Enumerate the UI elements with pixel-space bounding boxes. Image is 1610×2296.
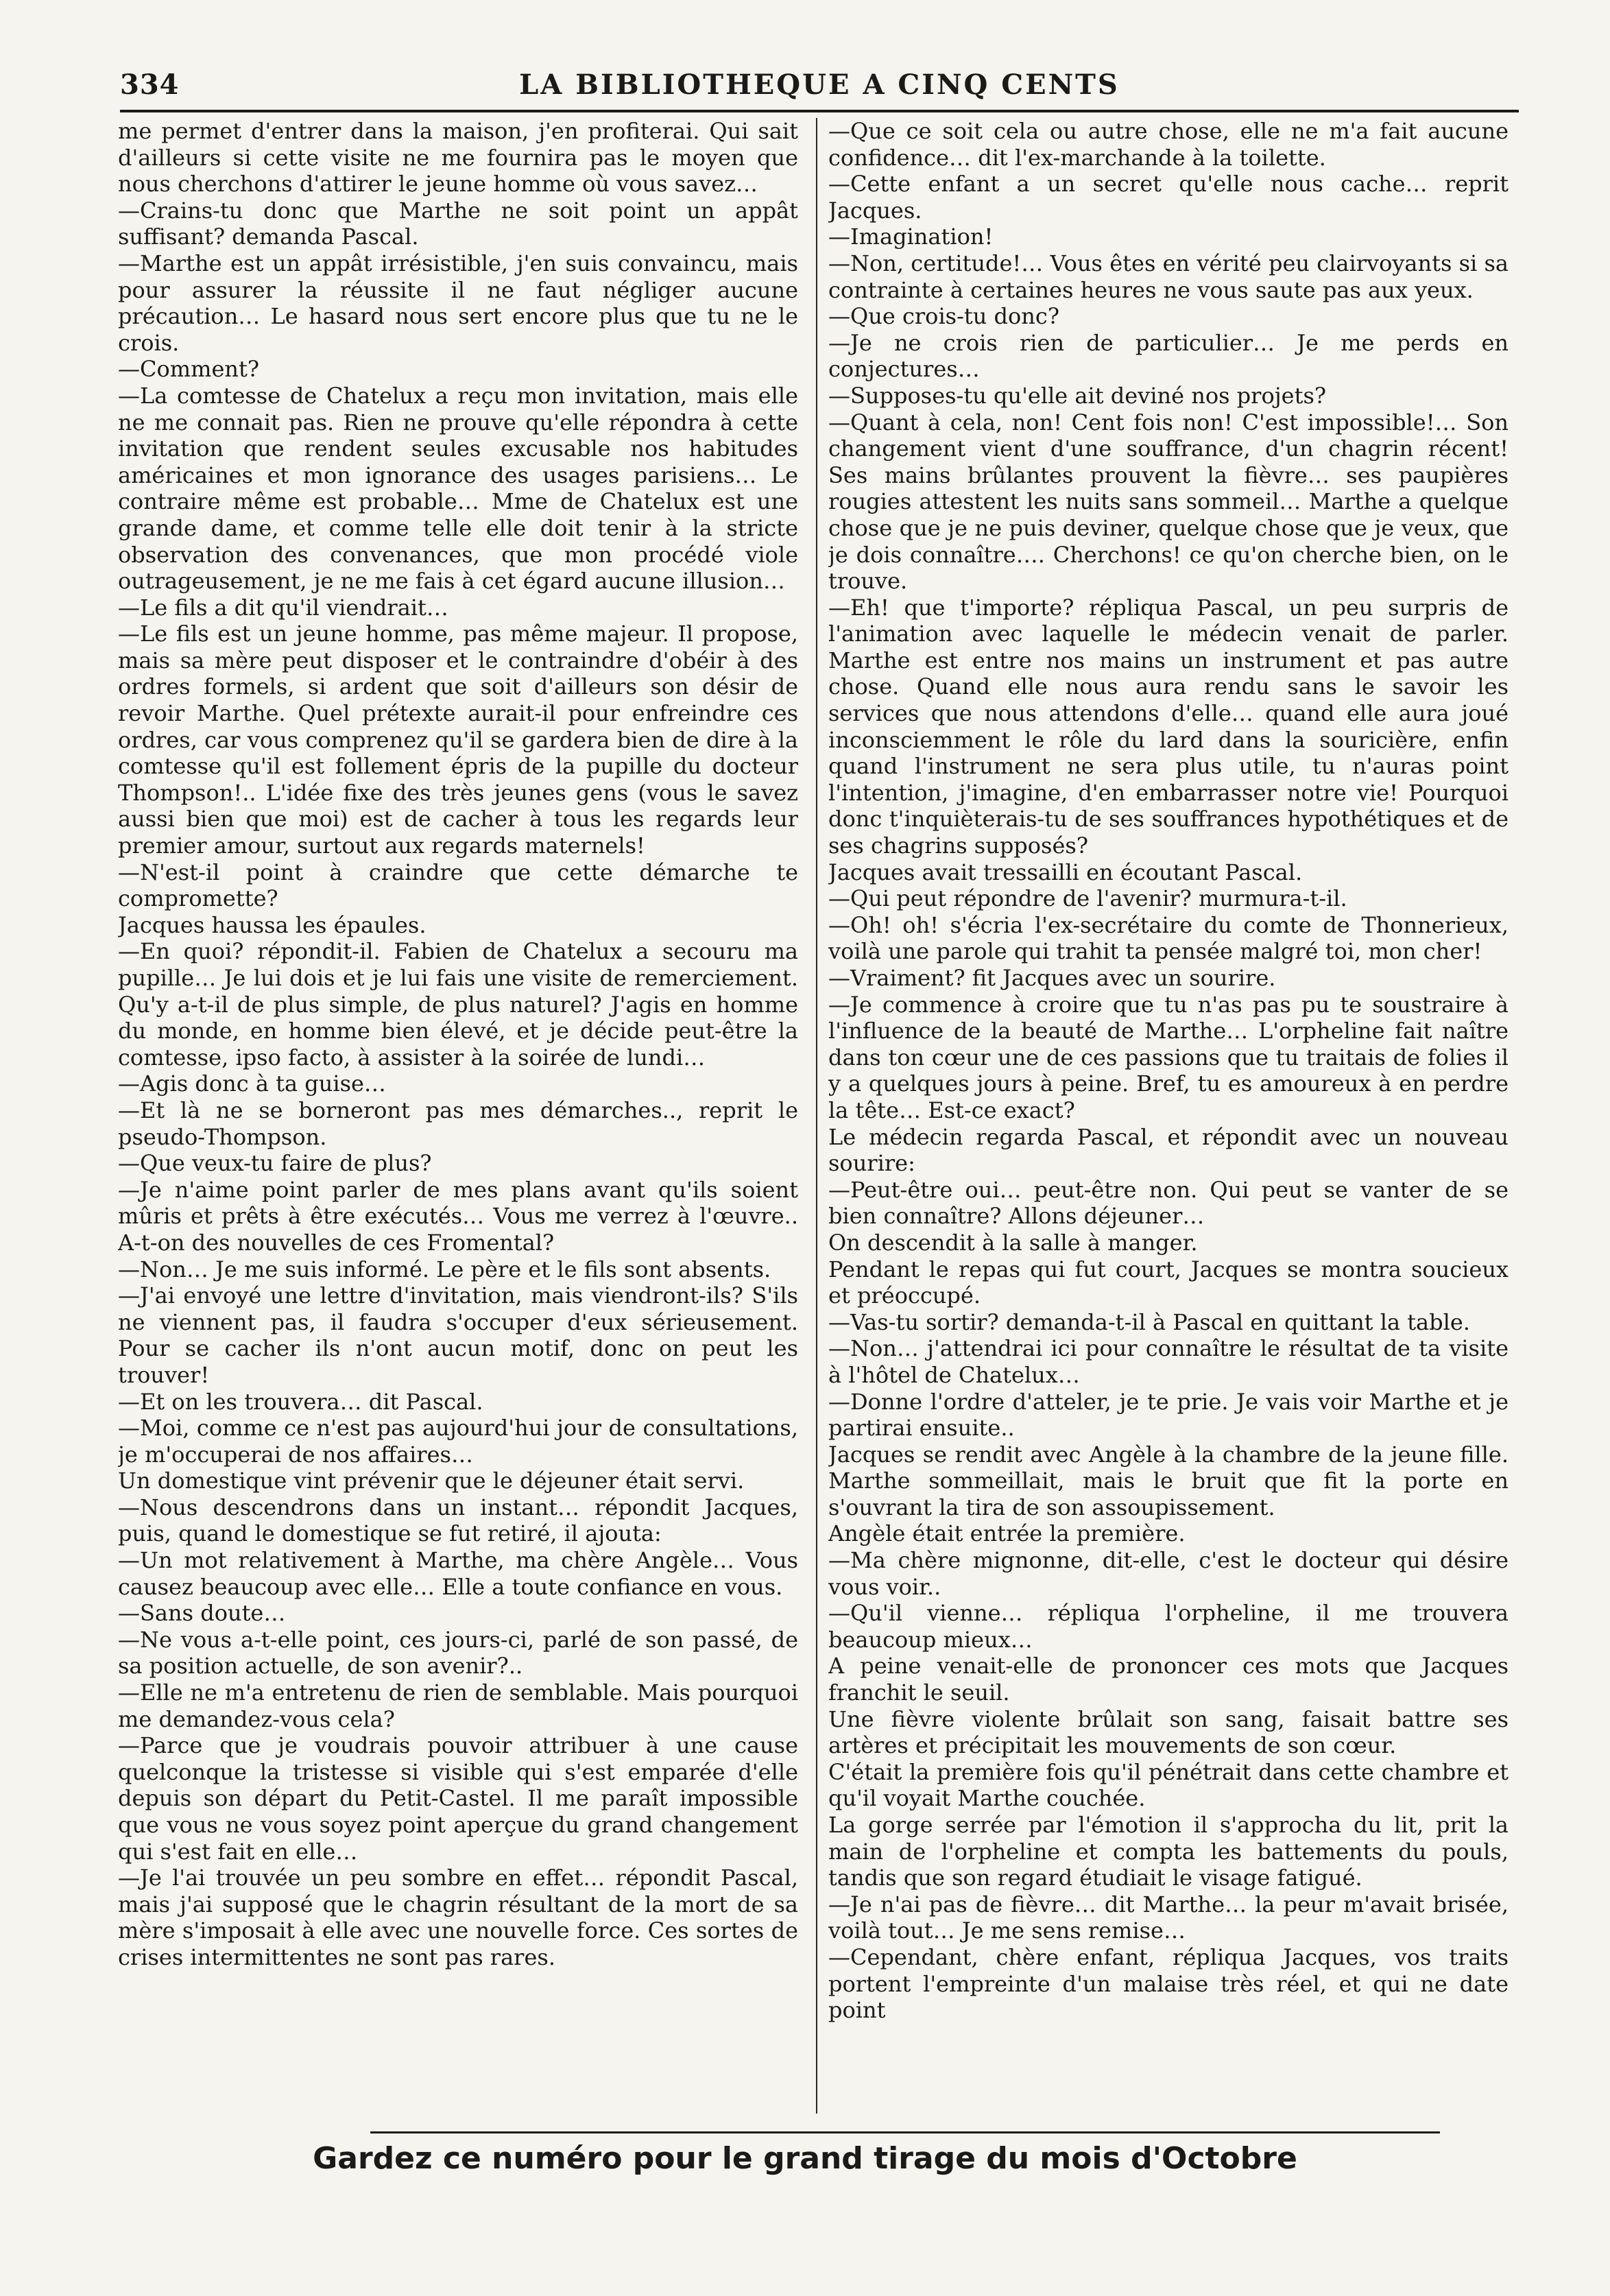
paragraph: —Moi, comme ce n'est pas aujourd'hui jour de consultations, je m'occuperai de nos affaires… <box>118 1415 798 1468</box>
paragraph: —Nous descendrons dans un instant… répondit Jacques, puis, quand le domestique se fut retiré, il ajouta: <box>118 1494 798 1547</box>
header-rule <box>120 110 1519 112</box>
paragraph: —J'ai envoyé une lettre d'invitation, mais viendront-ils? S'ils ne viennent pas, il faudra s'occuper d'eux sérieusement. Pour se cacher ils n'ont aucun motif, donc on peut les trouver! <box>118 1282 798 1388</box>
paragraph: —Parce que je voudrais pouvoir attribuer à une cause quelconque la tristesse si visible qui s'est emparée d'elle depuis son départ du Petit-Castel. Il me paraît impossible que vous ne vous soyez point aperçue du grand changement qui s'est fait en elle… <box>118 1732 798 1865</box>
paragraph: —Non… Je me suis informé. Le père et le fils sont absents. <box>118 1256 771 1282</box>
column-divider <box>816 118 817 2114</box>
paragraph: —Vraiment? fit Jacques avec un sourire. <box>828 965 1276 991</box>
running-title: LA BIBLIOTHEQUE A CINQ CENTS <box>519 69 1120 101</box>
paragraph: me permet d'entrer dans la maison, j'en profiterai. Qui sait d'ailleurs si cette visite ne me fournira pas le moyen que nous cherchons d'attirer le jeune homme où vous savez… <box>118 118 798 198</box>
paragraph: —Je n'aime point parler de mes plans avant qu'ils soient mûris et prêts à être exécutés… Vous me verrez à l'œuvre.. A-t-on des nouvelles de ces Fromental? <box>118 1176 798 1256</box>
paragraph: —Je ne crois rien de particulier… Je me perds en conjectures… <box>828 329 1509 383</box>
paragraph: —Vas-tu sortir? demanda-t-il à Pascal en quittant la table. <box>828 1308 1470 1335</box>
page-header <box>120 69 1519 107</box>
paragraph: —Peut-être oui… peut-être non. Qui peut se vanter de se bien connaître? Allons déjeuner… <box>828 1176 1509 1230</box>
paragraph: —Supposes-tu qu'elle ait deviné nos projets? <box>828 382 1327 409</box>
paragraph: —Qui peut répondre de l'avenir? murmura-t-il. <box>828 885 1347 912</box>
paragraph: —Je commence à croire que tu n'as pas pu te soustraire à l'influence de la beauté de Marthe… L'orpheline fait naître dans ton cœur une de ces passions que tu traitais de folies il y a quelques jours à peine. Bref, tu es amoureux à en perdre la tête… Est-ce exact? <box>828 991 1509 1123</box>
right-column <box>828 118 1509 2114</box>
paragraph: On descendit à la salle à manger. <box>828 1229 1198 1256</box>
paragraph: —Quant à cela, non! Cent fois non! C'est impossible!… Son changement vient d'une souffrance, d'un chagrin récent! Ses mains brûlantes prouvent la fièvre… ses paupières rougies attestent les nuits sans sommeil… Marthe a quelque chose que je ne puis deviner, quelque chose que je veux, que je dois connaître…. Cherchons! ce qu'on cherche bien, on le trouve. <box>828 409 1509 595</box>
paragraph: —Sans doute… <box>118 1600 286 1627</box>
paragraph: —Imagination! <box>828 224 994 250</box>
footer-rule <box>370 2131 1440 2133</box>
paragraph: —Oh! oh! s'écria l'ex-secrétaire du comte de Thonnerieux, voilà une parole qui trahit ta pensée malgré toi, mon cher! <box>828 911 1509 965</box>
paragraph: Jacques se rendit avec Angèle à la chambre de la jeune fille. Marthe sommeillait, mais le bruit que fit la porte en s'ouvrant la tira de son assoupissement. <box>828 1441 1509 1520</box>
paragraph: —Je l'ai trouvée un peu sombre en effet… répondit Pascal, mais j'ai supposé que le chagrin résultant de la mort de sa mère s'imposait à elle avec une nouvelle force. Ces sortes de crises intermittentes ne sont pas rares. <box>118 1865 798 1970</box>
paragraph: —Non, certitude!… Vous êtes en vérité peu clairvoyants si sa contrainte à certaines heures ne vous saute pas aux yeux. <box>828 250 1509 303</box>
paragraph: —Marthe est un appât irrésistible, j'en suis convaincu, mais pour assurer la réussite il ne faut négliger aucune précaution… Le hasard nous sert encore plus que tu ne le crois. <box>118 250 798 356</box>
paragraph: Jacques avait tressailli en écoutant Pascal. <box>828 859 1303 885</box>
footer-notice: Gardez ce numéro pour le grand tirage du mois d'Octobre <box>313 2141 1297 2176</box>
paragraph: —Eh! que t'importe? répliqua Pascal, un peu surpris de l'animation avec laquelle le médecin venait de parler. Marthe est entre nos mains un instrument et pas autre chose. Quand elle nous aura rendu sans le savoir les services que nous attendons d'elle… quand elle aura joué inconsciemment le rôle du lard dans la souricière, enfin quand l'instrument ne sera plus utile, tu n'auras point l'intention, j'imagine, d'en embarrasser notre vie! Pourquoi donc t'inquièterais-tu de ses souffrances hypothétiques et de ses chagrins supposés? <box>828 594 1509 859</box>
paragraph: —Cette enfant a un secret qu'elle nous cache… reprit Jacques. <box>828 171 1509 224</box>
paragraph: Pendant le repas qui fut court, Jacques se montra soucieux et préoccupé. <box>828 1256 1509 1309</box>
paragraph: —Et là ne se borneront pas mes démarches.., reprit le pseudo-Thompson. <box>118 1097 798 1150</box>
page-number: 334 <box>120 69 180 101</box>
paragraph: —Que veux-tu faire de plus? <box>118 1150 432 1177</box>
paragraph: Une fièvre violente brûlait son sang, faisait battre ses artères et précipitait les mouvements de son cœur. <box>828 1706 1509 1759</box>
paragraph: —Comment? <box>118 356 259 383</box>
paragraph: Jacques haussa les épaules. <box>118 911 426 938</box>
paragraph: —En quoi? répondit-il. Fabien de Chatelux a secouru ma pupille… Je lui dois et je lui fais une visite de remerciement. Qu'y a-t-il de plus simple, de plus naturel? J'agis en homme du monde, en homme bien élevé, et je décide peut-être la comtesse, ipso facto, à assister à la soirée de lundi… <box>118 938 798 1071</box>
paragraph: —Que crois-tu donc? <box>828 303 1059 330</box>
paragraph: Un domestique vint prévenir que le déjeuner était servi. <box>118 1468 745 1494</box>
paragraph: La gorge serrée par l'émotion il s'approcha du lit, prit la main de l'orpheline et compta les battements du pouls, tandis que son regard étudiait le visage fatigué. <box>828 1812 1509 1891</box>
paragraph: A peine venait-elle de prononcer ces mots que Jacques franchit le seuil. <box>828 1653 1509 1706</box>
paragraph: —Et on les trouvera… dit Pascal. <box>118 1388 483 1415</box>
paragraph: —Qu'il vienne… répliqua l'orpheline, il me trouvera beaucoup mieux… <box>828 1600 1509 1653</box>
paragraph: —Je n'ai pas de fièvre… dit Marthe… la peur m'avait brisée, voilà tout… Je me sens remise… <box>828 1891 1509 1944</box>
paragraph: —Donne l'ordre d'atteler, je te prie. Je vais voir Marthe et je partirai ensuite.. <box>828 1388 1509 1442</box>
paragraph: —Que ce soit cela ou autre chose, elle ne m'a fait aucune confidence… dit l'ex-marchande à la toilette. <box>828 118 1509 171</box>
paragraph: —Ma chère mignonne, dit-elle, c'est le docteur qui désire vous voir.. <box>828 1547 1509 1600</box>
paragraph: —Le fils est un jeune homme, pas même majeur. Il propose, mais sa mère peut disposer et le contraindre d'obéir à des ordres formels, si ardent que soit d'ailleurs son désir de revoir Marthe. Quel prétexte aurait-il pour enfreindre ces ordres, car vous comprenez qu'il se gardera bien de dire à la comtesse qu'il est follement épris de la pupille du docteur Thompson!.. L'idée fixe des très jeunes gens (vous le savez aussi bien que moi) est de cacher à tous les regards leur premier amour, surtout aux regards maternels! <box>118 621 798 859</box>
paragraph: —Cependant, chère enfant, répliqua Jacques, vos traits portent l'empreinte d'un malaise très réel, et qui ne date point <box>828 1944 1509 2024</box>
paragraph: —Un mot relativement à Marthe, ma chère Angèle… Vous causez beaucoup avec elle… Elle a toute confiance en vous. <box>118 1547 798 1600</box>
paragraph: —Le fils a dit qu'il viendrait… <box>118 594 448 621</box>
paragraph: —Non… j'attendrai ici pour connaître le résultat de ta visite à l'hôtel de Chatelux… <box>828 1335 1509 1388</box>
paragraph: —Agis donc à ta guise… <box>118 1071 386 1097</box>
paragraph: —Crains-tu donc que Marthe ne soit point un appât suffisant? demanda Pascal. <box>118 197 798 250</box>
left-column <box>118 118 798 2114</box>
paragraph: —Elle ne m'a entretenu de rien de semblable. Mais pourquoi me demandez-vous cela? <box>118 1679 798 1732</box>
paragraph: Angèle était entrée la première. <box>828 1520 1186 1547</box>
paragraph: Le médecin regarda Pascal, et répondit avec un nouveau sourire: <box>828 1123 1509 1177</box>
paragraph: —Ne vous a-t-elle point, ces jours-ci, parlé de son passé, de sa position actuelle, de son avenir?.. <box>118 1626 798 1679</box>
paragraph: —N'est-il point à craindre que cette démarche te compromette? <box>118 859 798 912</box>
paragraph: C'était la première fois qu'il pénétrait dans cette chambre et qu'il voyait Marthe couchée. <box>828 1758 1509 1812</box>
paragraph: —La comtesse de Chatelux a reçu mon invitation, mais elle ne me connait pas. Rien ne prouve qu'elle répondra à cette invitation que rendent seules excusable nos habitudes américaines et mon ignorance des usages parisiens… Le contraire même est probable… Mme de Chatelux est une grande dame, et comme telle elle doit tenir à la stricte observation des convenances, que mon procédé viole outrageusement, je ne me fais à cet égard aucune illusion… <box>118 382 798 595</box>
